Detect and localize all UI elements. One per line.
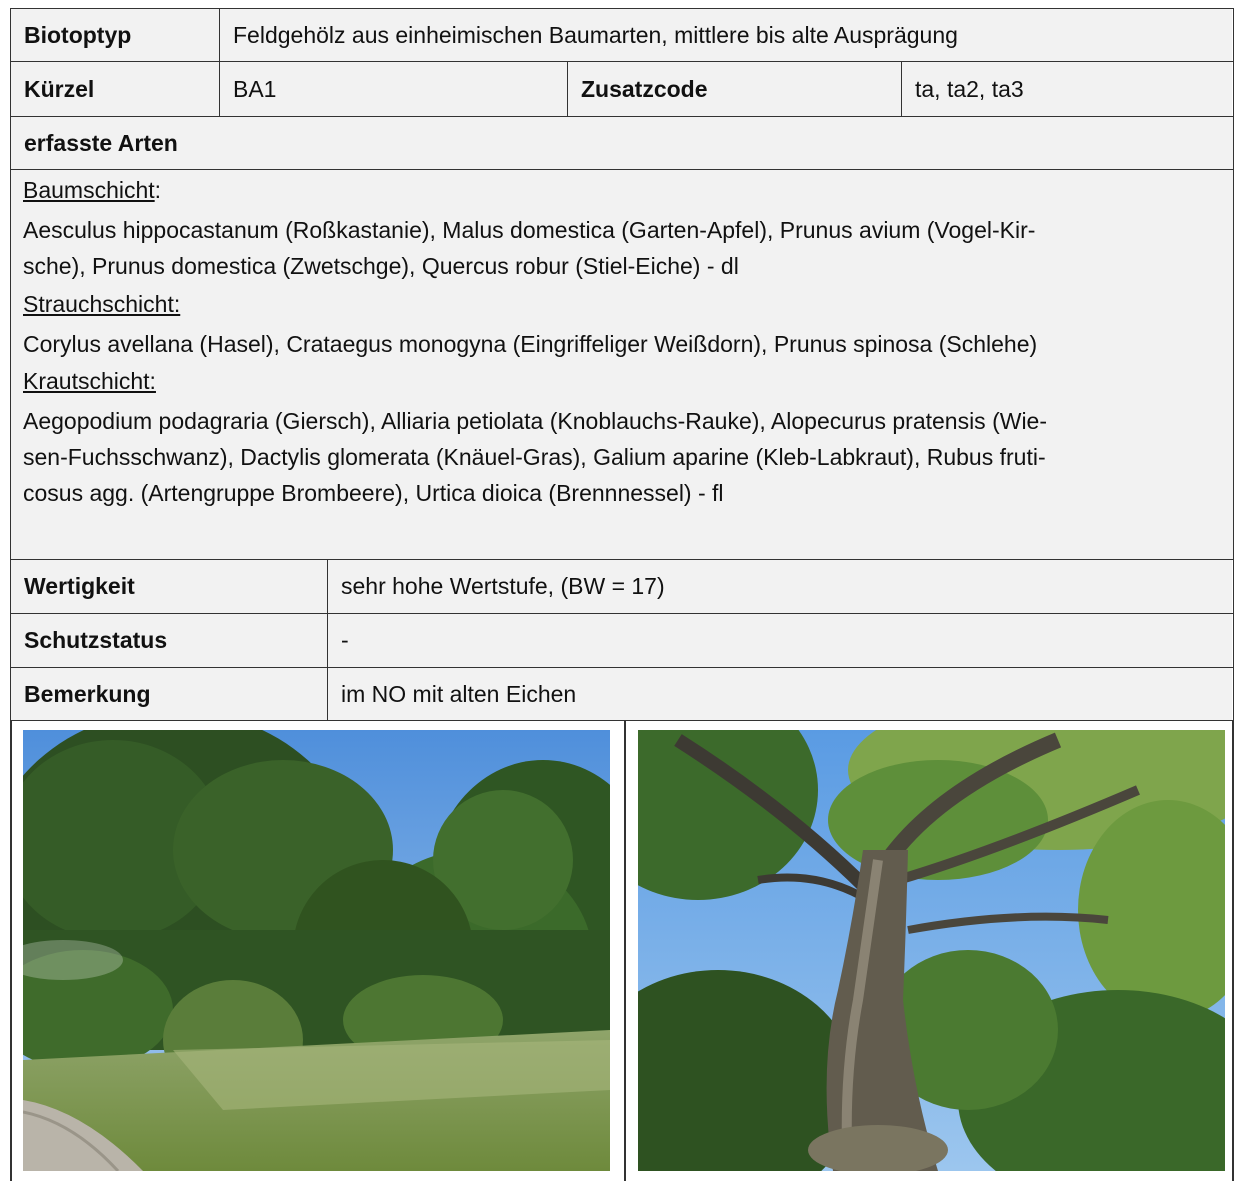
wertigkeit-label: Wertigkeit	[11, 560, 327, 613]
krautschicht-label: Krautschicht:	[23, 368, 156, 394]
photo-old-tree	[638, 730, 1225, 1171]
biotoptyp-label: Biotoptyp	[11, 9, 219, 61]
biotoptyp-row	[10, 8, 1234, 61]
baumschicht-label: Baumschicht:	[23, 177, 162, 203]
bemerkung-row	[10, 667, 1234, 721]
bemerkung-value: im NO mit alten Eichen	[328, 668, 1232, 720]
species-list	[10, 169, 1234, 559]
baumschicht-species: Aesculus hippocastanum (Roßkastanie), Malus domestica (Garten-Apfel), Prunus avium (Vogel-Kir- sche), Prunus domestica (Zwetschge), Quercus robur (Stiel-Eiche) - dl	[23, 217, 1036, 279]
kuerzel-value: BA1	[220, 62, 567, 116]
photo-hedge-path	[23, 730, 610, 1171]
schutzstatus-label: Schutzstatus	[11, 614, 327, 667]
strauchschicht-label: Strauchschicht:	[23, 291, 181, 317]
biotoptyp-value: Feldgehölz aus einheimischen Baumarten, mittlere bis alte Ausprägung	[220, 9, 1232, 61]
bemerkung-label: Bemerkung	[11, 668, 327, 720]
krautschicht-species: Aegopodium podagraria (Giersch), Alliaria petiolata (Knoblauchs-Rauke), Alopecurus pratensis (Wie- sen-Fuchsschwanz), Dactylis glomerata (Knäuel-Gras), Galium aparine (Kleb-Labkraut), Rubus fruti- cosus agg. (Artengruppe Brombeere), Urtica dioica (Brennnessel) - fl	[23, 408, 1048, 506]
wertigkeit-value: sehr hohe Wertstufe, (BW = 17)	[328, 560, 1232, 613]
kuerzel-row	[10, 61, 1234, 116]
schutzstatus-value: -	[328, 614, 1232, 667]
schutzstatus-row	[10, 613, 1234, 667]
species-heading: erfasste Arten	[24, 129, 178, 156]
species-heading-row	[10, 116, 1234, 169]
wertigkeit-row	[10, 559, 1234, 613]
zusatzcode-value: ta, ta2, ta3	[902, 62, 1232, 116]
zusatzcode-label: Zusatzcode	[568, 62, 901, 116]
kuerzel-label: Kürzel	[11, 62, 219, 116]
strauchschicht-species: Corylus avellana (Hasel), Crataegus monogyna (Eingriffeliger Weißdorn), Prunus spinosa (Schlehe)	[23, 331, 1038, 357]
